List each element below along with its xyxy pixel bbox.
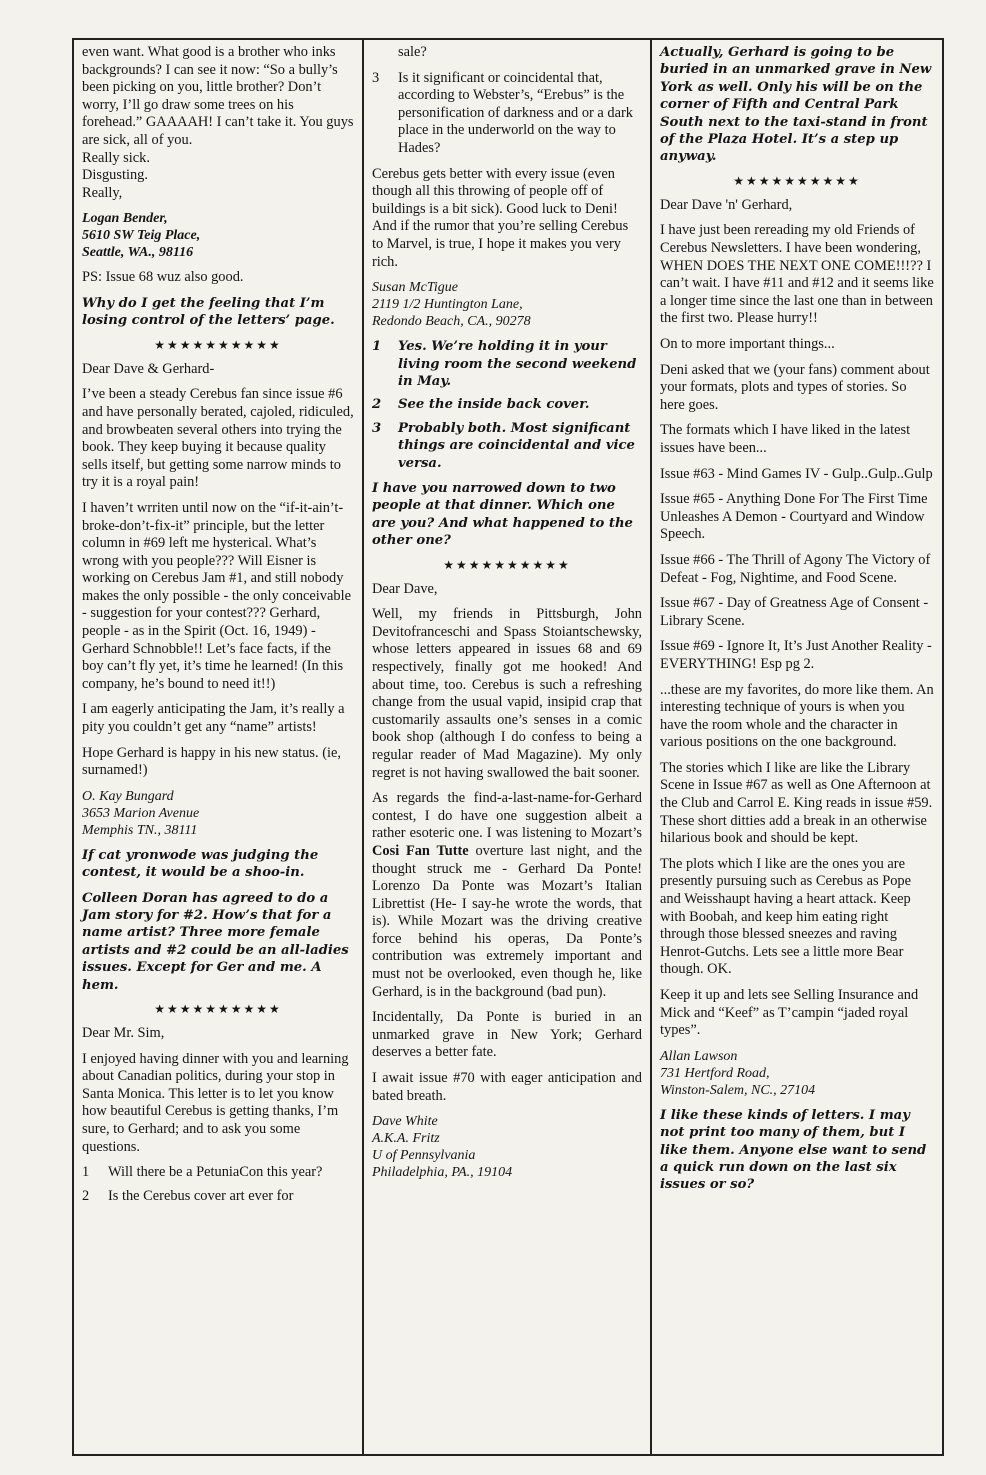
text-run: overture last night, and the thought struck me - Gerhard Da Ponte! Lorenzo Da Ponte was Mozart’s Italian Librettist (He- I say-he wrote the words, that is). While Mozart was the driving creative force behind his operas, Da Ponte’s contribution was extremely important and must not be overlooked, even though he, like Gerhard, is in the background (bad pun). <box>372 842 642 1000</box>
editor-reply: Why do I get the feeling that I’m losing control of the letters’ page. <box>82 295 335 329</box>
signature-o-kay-bungard <box>82 788 354 839</box>
question-number: 2 <box>82 1187 90 1204</box>
question-number: 3 <box>372 69 380 86</box>
signature-address: 5610 SW Teig Place, <box>82 228 201 244</box>
signature-name: Susan McTigue <box>372 280 458 296</box>
signature-dave-white <box>372 1113 642 1181</box>
answer-text: See the inside back cover. <box>398 397 590 413</box>
letter-line: Really, <box>82 184 123 201</box>
letter-paragraph: Incidentally, Da Ponte is buried in an unmarked grave in New York; Gerhard deserves a better fate. <box>372 1009 642 1061</box>
signature-city: Seattle, WA., 98116 <box>82 245 194 261</box>
signature-city: Philadelphia, PA., 19104 <box>372 1165 513 1181</box>
letter-paragraph: Deni asked that we (your fans) comment about your formats, plots and types of stories. So here goes. <box>660 361 930 413</box>
signature-city: Redondo Beach, CA., 90278 <box>372 314 531 330</box>
answer-item <box>372 338 642 390</box>
letter-paragraph: I enjoyed having dinner with you and learning about Canadian politics, during your stop in Santa Monica. This letter is to let you know how beautiful Cerebus is getting thanks, I’m sure, to Gerhard; and to ask you some questions. <box>82 1050 349 1155</box>
letter-paragraph: The stories which I like are like the Library Scene in Issue #67 as well as One Afternoon at the Club and Carrol E. King reads in issue #59. These short ditties add a break in an otherwise hilarious book and should be kept. <box>660 759 933 847</box>
letter-line: Disgusting. <box>82 167 148 184</box>
letter-paragraph: I await issue #70 with eager anticipation and bated breath. <box>372 1070 642 1104</box>
opera-title: Cosi Fan Tutte <box>372 842 469 859</box>
letter-paragraph: I haven’t wrriten until now on the “if-it-ain’t-broke-don’t-fix-it” principle, but the letter column in #69 left me hysterical. What’s wrong with you people??? Will Eisner is working on Cerebus Jam #1, and still nobody makes the only possible - the only conceivable - suggestion for your contest??? Gerhard, people - as in the Spirit (Oct. 16, 1949) - Gerhard Schnobble!! Let’s face facts, if the boy can’t fly yet, it’s time he learned! (In this company, he’s bound to need it!!) <box>82 499 351 692</box>
signature-logan-bender <box>82 210 354 261</box>
letter-greeting: Dear Mr. Sim, <box>82 1025 165 1042</box>
question-list <box>372 70 642 158</box>
star-divider: ★★★★★★★★★★ <box>154 337 282 352</box>
text-run: As regards the find-a-last-name-for-Gerhard contest, I do have one suggestion albeit a rather esoteric one. I was listening to Mozart’s <box>372 790 642 842</box>
signature-alias: A.K.A. Fritz <box>372 1131 440 1147</box>
letter-greeting: Dear Dave, <box>372 580 438 597</box>
letter-paragraph: Cerebus gets better with every issue (even though all this throwing of people off of buildings is a bit sick). Good luck to Deni! And if the rumor that you’re selling Cerebus to Marvel, is true, I hope it makes you very rich. <box>372 165 629 270</box>
letters-page <box>72 38 944 1456</box>
answer-number: 3 <box>372 420 382 436</box>
postscript: PS: Issue 68 wuz also good. <box>82 269 244 286</box>
question-list <box>82 1164 354 1205</box>
column-1 <box>74 40 364 1454</box>
answer-item <box>372 396 642 413</box>
letter-greeting: Dear Dave 'n' Gerhard, <box>660 196 793 213</box>
letter-line: Really sick. <box>82 149 150 166</box>
editor-reply: I like these kinds of letters. I may not print too many of them, but I like them. Anyone else want to send a quick run down on the last six issues or so? <box>660 1107 927 1193</box>
answer-number: 2 <box>372 397 382 413</box>
signature-susan-mctigue <box>372 279 642 330</box>
signature-school: U of Pennsylvania <box>372 1148 476 1164</box>
letter-paragraph: Well, my friends in Pittsburgh, John Devitofranceschi and Spass Stoiantschewsky, whose letters appeared in issues 68 and 69 respectively, finally got me hooked! And about time, too. Cerebus is such a refreshing change from the usual vapid, insipid crap that customarily assaults one’s senses in a comic book shop (although I do confess to being a regular reader of Mad Magazine). My only regret is not having swallowed the bait sooner. <box>372 606 642 781</box>
letter-paragraph <box>372 790 642 1001</box>
question-number: 1 <box>82 1164 90 1181</box>
issue-entry: Issue #63 - Mind Games IV - Gulp..Gulp..Gulp <box>660 465 933 482</box>
letter-paragraph: ...these are my favorites, do more like them. An interesting technique of yours is when you have the room whole and the character in various positions on the one background. <box>660 681 934 751</box>
issue-entry: Issue #66 - The Thrill of Agony The Victory of Defeat - Fog, Nightime, and Food Scene. <box>660 551 931 586</box>
signature-address: 2119 1/2 Huntington Lane, <box>372 297 523 313</box>
answer-list <box>372 338 642 472</box>
letter-paragraph: I am eagerly anticipating the Jam, it’s really a pity you couldn’t get any “name” artists! <box>82 701 345 736</box>
signature-name: Allan Lawson <box>660 1048 738 1064</box>
signature-name: Dave White <box>372 1114 438 1130</box>
star-divider: ★★★★★★★★★★ <box>443 557 571 572</box>
editor-reply: Colleen Doran has agreed to do a Jam story for #2. How’s that for a name artist? Three more female artists and #2 could be an all-ladies issues. Except for Ger and me. A hem. <box>82 890 349 993</box>
question-text: Is it significant or coincidental that, according to Webster’s, “Erebus” is the personification of darkness and or a dark place in the underworld on the way to Hades? <box>398 69 633 156</box>
letter-paragraph: The formats which I have liked in the latest issues have been... <box>660 422 911 456</box>
column-3 <box>652 40 942 1454</box>
letter-paragraph: The plots which I like are the ones you are presently pursuing such as Cerebus as Pope and Weisshaupt having a heart attack. Keep with Boobah, and keep him eating right through those blessed sneezes and raving Henrot-Gutchs. Lets see a little more Bear though. OK. <box>660 855 911 978</box>
question-text: Is the Cerebus cover art ever for <box>108 1187 294 1204</box>
signature-name: O. Kay Bungard <box>82 788 174 804</box>
signature-allan-lawson <box>660 1048 934 1099</box>
answer-item <box>372 420 642 472</box>
editor-reply: Actually, Gerhard is going to be buried in an unmarked grave in New York as well. Only his will be on the corner of Fifth and Central Park South next to the taxi-stand in front of the Plaza Hotel. It’s a step up anyway. <box>660 45 932 165</box>
question-item <box>82 1188 354 1206</box>
letter-paragraph: I have just been rereading my old Friends of Cerebus Newsletters. I have been wondering, WHEN DOES THE NEXT ONE COME!!!?? I can’t wait. I have #11 and #12 and it seems like a longer time since the last one than in between the first two. Please hurry!! <box>660 222 934 327</box>
answer-text: Probably both. Most significant things are coincidental and vice versa. <box>398 420 635 471</box>
signature-city: Winston-Salem, NC., 27104 <box>660 1082 816 1098</box>
letter-paragraph: I’ve been a steady Cerebus fan since issue #6 and have personally berated, cajoled, ridiculed, and browbeaten several others into trying the book. They keep buying it because quality sells itself, but getting some narrow minds to try it is a royal pain! <box>82 386 354 491</box>
letter-paragraph: Hope Gerhard is happy in his new status. (ie, surnamed!) <box>82 744 341 779</box>
star-divider: ★★★★★★★★★★ <box>154 1002 282 1017</box>
answer-text: Yes. We’re holding it in your living room the second weekend in May. <box>398 339 637 389</box>
question-item <box>372 70 642 158</box>
column-2 <box>364 40 652 1454</box>
answer-number: 1 <box>372 339 382 355</box>
issue-entry: Issue #67 - Day of Greatness Age of Consent - Library Scene. <box>660 595 929 629</box>
editor-reply: I have you narrowed down to two people at that dinner. Which one are you? And what happened to the other one? <box>372 480 633 549</box>
question-text: Will there be a PetuniaCon this year? <box>108 1164 323 1181</box>
signature-city: Memphis TN., 38111 <box>82 822 198 838</box>
question-continuation: sale? <box>398 44 427 60</box>
letter-paragraph: even want. What good is a brother who inks backgrounds? I can see it now: “So a bully’s been picking on you, little brother? Don’t worry, I’ll go draw some trees on his forehead.” GAAAAH! I can’t take it. You guys are sick, all of you. <box>82 44 354 148</box>
issue-entry: Issue #65 - Anything Done For The First Time Unleashes A Demon - Courtyard and Window Speech. <box>660 491 928 543</box>
editor-reply: If cat yronwode was judging the contest, it would be a shoo-in. <box>82 847 319 881</box>
signature-address: 731 Hertford Road, <box>660 1065 770 1081</box>
issue-entry: Issue #69 - Ignore It, It’s Just Another Reality - EVERYTHING! Esp pg 2. <box>660 638 932 672</box>
letter-greeting: Dear Dave & Gerhard- <box>82 360 215 377</box>
letter-paragraph: Keep it up and lets see Selling Insurance and Mick and “Keef” as T’campin “jaded royal types”. <box>660 987 919 1039</box>
letter-paragraph: On to more important things... <box>660 336 835 352</box>
signature-name: Logan Bender, <box>82 211 168 227</box>
signature-address: 3653 Marion Avenue <box>82 805 200 821</box>
star-divider: ★★★★★★★★★★ <box>733 173 861 188</box>
question-item <box>82 1164 354 1182</box>
